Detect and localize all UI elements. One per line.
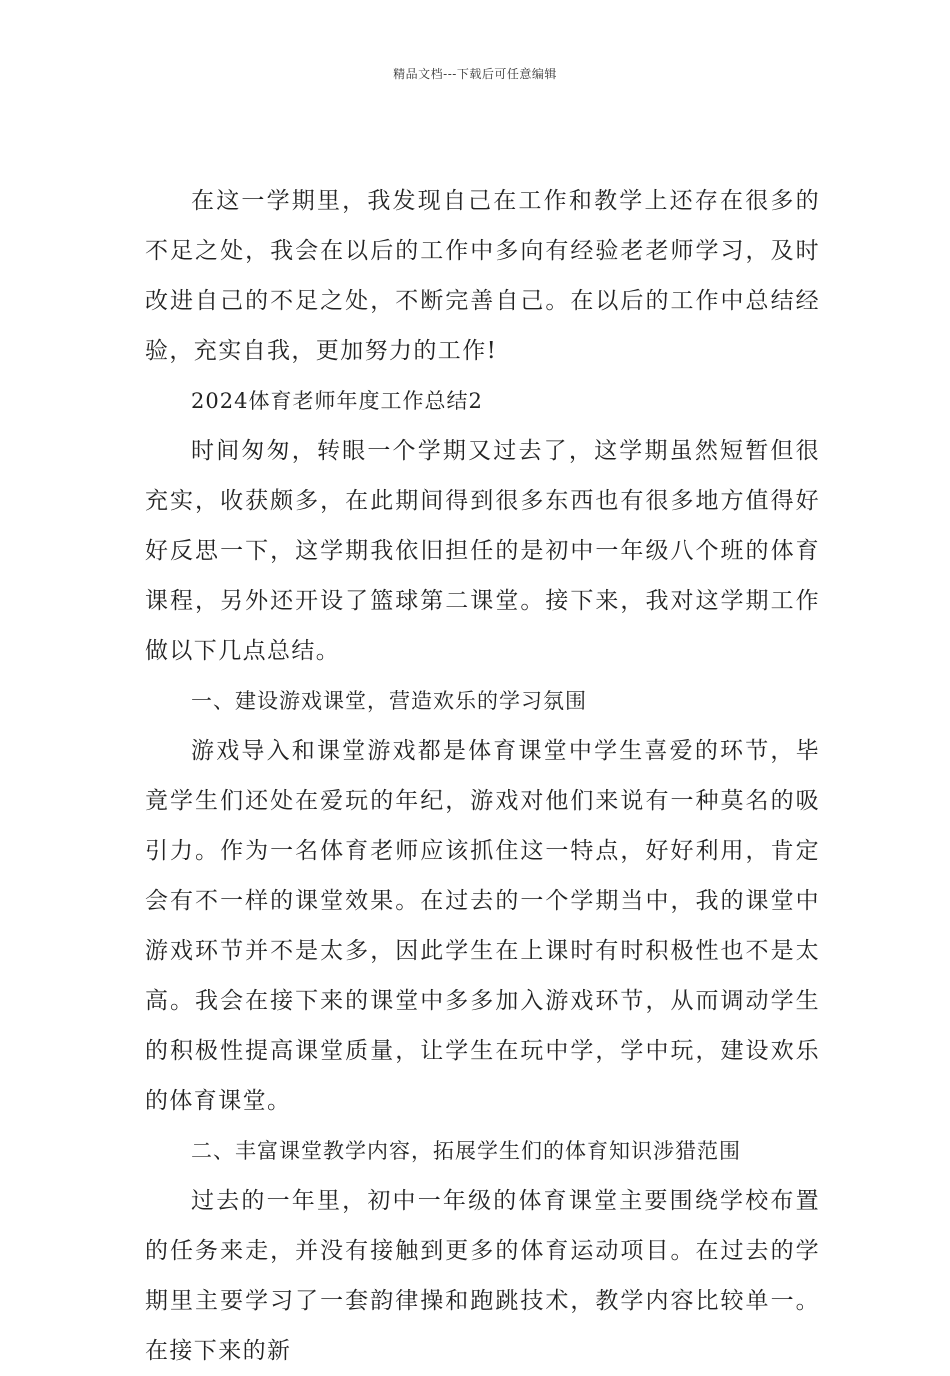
- page-header: 精品文档---下载后可任意编辑: [393, 67, 557, 81]
- paragraph-teaching-content: 过去的一年里，初中一年级的体育课堂主要围绕学校布置的任务来走，并没有接触到更多的体育运动项目。在过去的学期里主要学习了一套韵律操和跑跳技术，教学内容比较单一。在接下来的新: [145, 1188, 820, 1364]
- subheading-teaching-content: 二、丰富课堂教学内容，拓展学生们的体育知识涉猎范围: [191, 1139, 741, 1163]
- paragraph-game-classroom: 游戏导入和课堂游戏都是体育课堂中学生喜爱的环节，毕竟学生们还处在爱玩的年纪，游戏对他们来说有一种莫名的吸引力。作为一名体育老师应该抓住这一特点，好好利用，肯定会有不一样的课堂效果。在过去的一个学期当中，我的课堂中游戏环节并不是太多，因此学生在上课时有时积极性也不是太高。我会在接下来的课堂中多多加入游戏环节，从而调动学生的积极性提高课堂质量，让学生在玩中学，学中玩，建设欢乐的体育课堂。: [145, 738, 820, 1114]
- subheading-game-classroom: 一、建设游戏课堂，营造欢乐的学习氛围: [191, 689, 587, 713]
- document-body: [145, 176, 820, 1364]
- paragraph-intro: 时间匆匆，转眼一个学期又过去了，这学期虽然短暂但很充实，收获颇多，在此期间得到很多东西也有很多地方值得好好反思一下，这学期我依旧担任的是初中一年级八个班的体育课程，另外还开设了篮球第二课堂。接下来，我对这学期工作做以下几点总结。: [145, 438, 820, 664]
- paragraph-closing-reflection: 在这一学期里，我发现自己在工作和教学上还存在很多的不足之处，我会在以后的工作中多向有经验老老师学习，及时改进自己的不足之处，不断完善自己。在以后的工作中总结经验，充实自我，更加努力的工作!: [145, 188, 820, 364]
- section-title: 2024体育老师年度工作总结2: [191, 389, 483, 413]
